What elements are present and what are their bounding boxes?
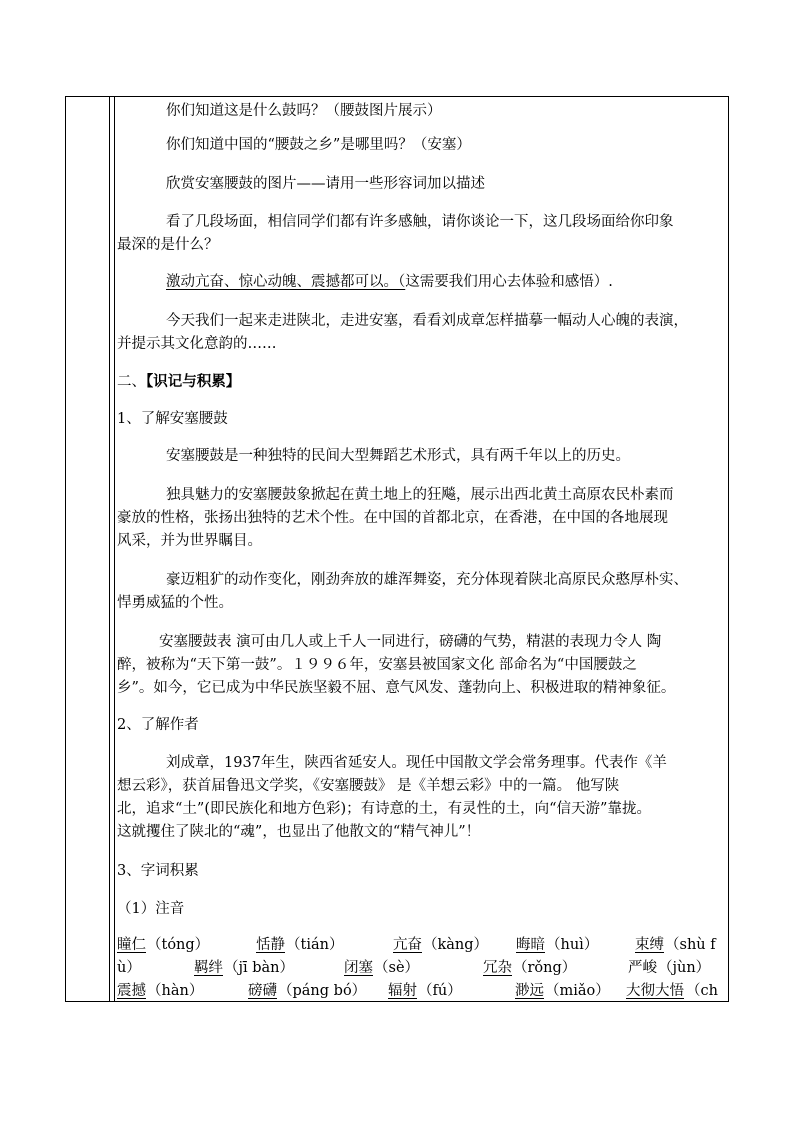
subheading-drum: 1、了解安塞腰鼓 — [117, 411, 228, 427]
pinyin-kangfen: （kàng） — [423, 937, 489, 953]
answer-underlined: 激动亢奋、惊心动魄、震撼都可以。（ — [166, 274, 406, 290]
instruction-describe: 欣赏安塞腰鼓的图片——请用一些形容词加以描述 — [166, 176, 485, 192]
word-yanjun: 严峻 — [628, 960, 657, 976]
pinyin-jiban: （jī bàn） — [224, 960, 295, 976]
table-column-narrow — [110, 97, 115, 1001]
pinyin-rongza: （rǒng） — [513, 960, 577, 976]
pinyin-tianjing: （tián） — [286, 937, 344, 953]
discussion-line-2: 最深的是什么？ — [117, 237, 219, 253]
drum-para-2-line-1: 独具魅力的安塞腰鼓象掀起在黄土地上的狂飚，展示出西北黄土高原农民朴素而 — [166, 487, 674, 503]
drum-para-3-line-2: 悍勇威猛的个性。 — [117, 595, 233, 611]
word-jiban: 羁绊 — [194, 960, 223, 976]
pinyin-miaoyuan: （miǎo） — [545, 983, 610, 999]
drum-para-2-line-2: 豪放的性格，张扬出独特的艺术个性。在中国的首都北京，在香港，在中国的各地展现 — [117, 510, 668, 526]
word-tianjing: 恬静 — [256, 937, 285, 953]
pinyin-huian: （huì） — [546, 937, 599, 953]
pinyin-bise: （sè） — [374, 960, 420, 976]
pinyin-shufu-cont: ù） — [117, 960, 141, 976]
word-huian: 晦暗 — [516, 937, 545, 953]
drum-para-2-line-3: 风采，并为世界瞩目。 — [117, 533, 262, 549]
word-rongza: 冗杂 — [483, 960, 512, 976]
drum-para-1: 安塞腰鼓是一种独特的民间大型舞蹈艺术形式，具有两千年以上的历史。 — [166, 448, 630, 464]
word-bise: 闭塞 — [344, 960, 373, 976]
author-line-1: 刘成章，1937年生，陕西省延安人。现任中国散文学会常务理事。代表作《羊 — [166, 755, 667, 771]
pinyin-fushe: （fú） — [418, 983, 462, 999]
subheading-vocab: 3、字词积累 — [117, 863, 199, 879]
pinyin-dachedawu: （ch — [686, 983, 718, 999]
lesson-content — [117, 97, 725, 1001]
answer-line — [117, 269, 725, 296]
lesson-table — [65, 96, 729, 1002]
discussion-line-1: 看了几段场面，相信同学们都有许多感触，请你谈论一下，这几段场面给你印象 — [166, 214, 674, 230]
pinyin-shufu: （shù f — [665, 937, 716, 953]
answer-note: 这需要我们用心去体验和感悟）. — [405, 274, 613, 290]
word-tongren: 瞳仁 — [117, 937, 146, 953]
subheading-author: 2、了解作者 — [117, 717, 199, 733]
intro-line-1: 今天我们一起来走进陕北，走进安塞，看看刘成章怎样描摹一幅动人心魄的表演， — [166, 313, 688, 329]
table-column-left — [66, 97, 110, 1001]
intro-line-2: 并提示其文化意韵的…… — [117, 336, 277, 352]
word-shufu: 束缚 — [635, 937, 664, 953]
section-heading-2 — [117, 368, 723, 396]
word-zhenhan: 震撼 — [117, 983, 146, 999]
word-pangbo: 磅礴 — [248, 983, 277, 999]
drum-para-4-line-2: 醉，被称为“天下第一鼓”。１９９６年，安塞县被国家文化 部命名为“中国腰鼓之 — [117, 657, 637, 673]
author-line-4: 这就攫住了陕北的“魂”，也显出了他散文的“精气神儿”！ — [117, 824, 481, 840]
drum-para-4-line-3: 乡”。如今，它已成为中华民族坚毅不屈、意气风发、蓬勃向上、积极进取的精神象征。 — [117, 680, 676, 696]
pinyin-tongren: （tóng） — [147, 937, 210, 953]
author-line-3: 北，追求“土”(即民族化和地方色彩)；有诗意的土，有灵性的土，向“信天游”靠拢。 — [117, 801, 651, 817]
word-fushe: 辐射 — [388, 983, 417, 999]
word-kangfen: 亢奋 — [393, 937, 422, 953]
pinyin-yanjun: （jùn） — [658, 960, 711, 976]
pinyin-pangbo: （páng bó） — [278, 983, 367, 999]
word-miaoyuan: 渺远 — [515, 983, 544, 999]
subheading-pinyin: （1）注音 — [117, 901, 185, 917]
pinyin-zhenhan: （hàn） — [147, 983, 204, 999]
section-number: 二、 — [117, 374, 146, 390]
question-hometown: 你们知道中国的“腰鼓之乡”是哪里吗？（安塞） — [166, 137, 471, 153]
drum-para-4-line-1: 安塞腰鼓表 演可由几人或上千人一同进行，磅礴的气势，精湛的表现力令人 陶 — [159, 634, 662, 650]
question-drum: 你们知道这是什么鼓吗？（腰鼓图片展示） — [166, 103, 442, 119]
section-title: 【识记与积累】 — [146, 373, 241, 390]
author-line-2: 想云彩》，获首届鲁迅文学奖，《安塞腰鼓》 是《羊想云彩》中的一篇。 他写陕 — [117, 778, 620, 794]
word-dachedawu: 大彻大悟 — [626, 983, 684, 999]
drum-para-3-line-1: 豪迈粗犷的动作变化，刚劲奔放的雄浑舞姿，充分体现着陕北高原民众憨厚朴实、 — [166, 572, 688, 588]
